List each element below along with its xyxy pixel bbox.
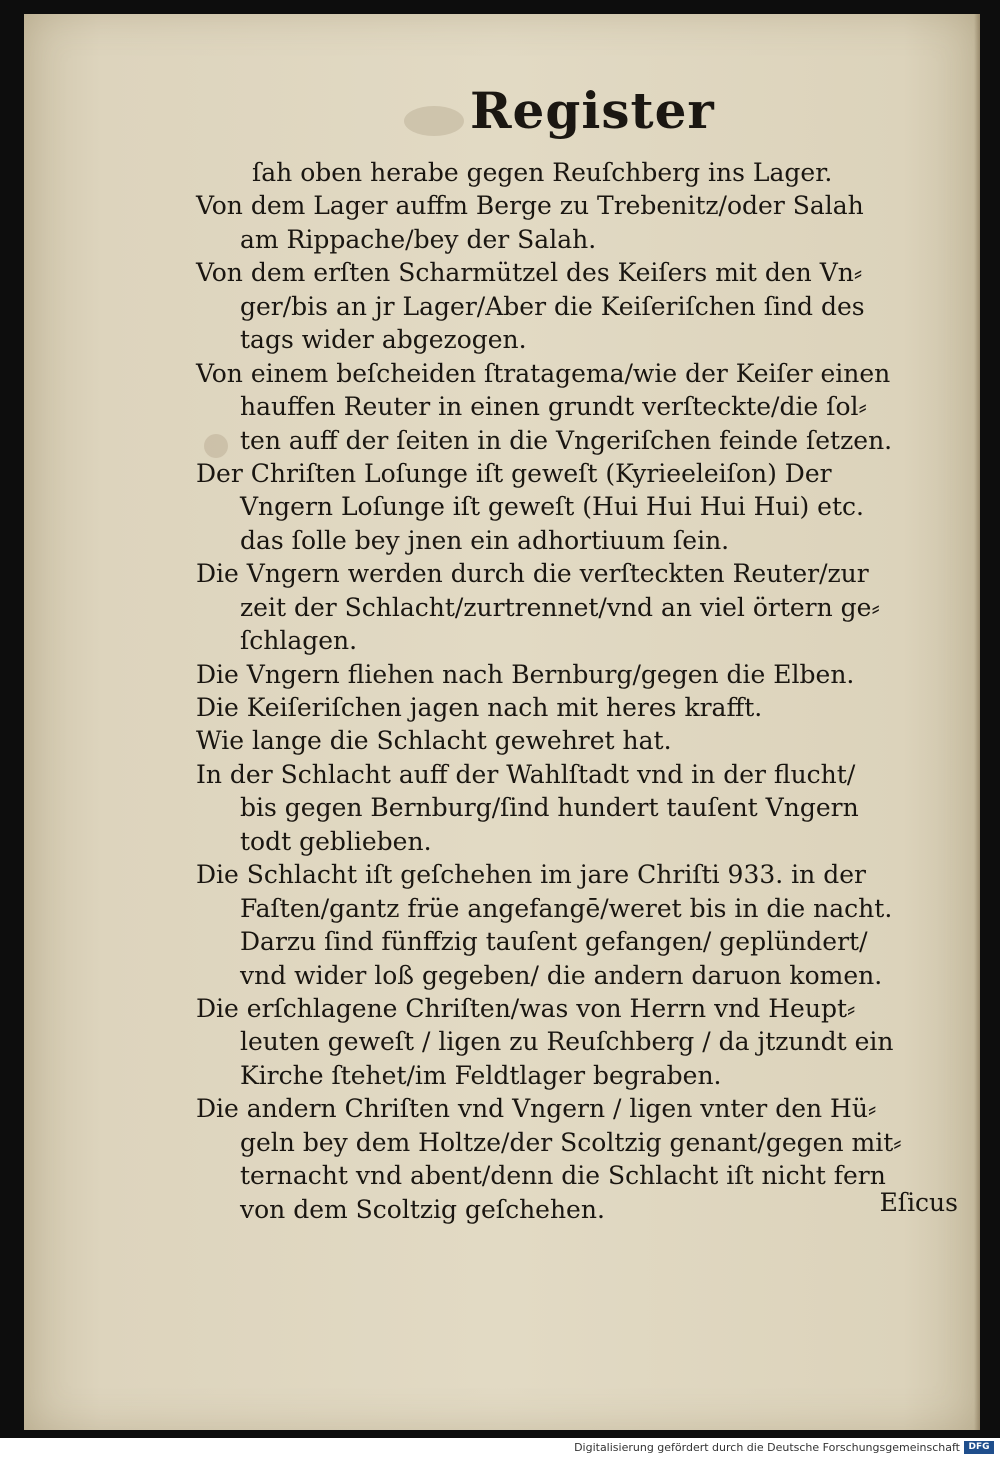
- text-line: Die erſchlagene Chriſten/was von Herrn vnd Heupt⸗: [196, 993, 856, 1023]
- text-line: Wie lange die Schlacht gewehret hat.: [196, 726, 672, 756]
- text-line: Der Chriſten Loſunge iſt geweſt (Kyrieeleiſon) Der: [196, 458, 832, 488]
- text-line: Vngern Loſunge iſt geweſt (Hui Hui Hui Hui) etc.: [240, 492, 864, 522]
- page-stain: [404, 106, 464, 136]
- text-line: Kirche ſtehet/im Feldtlager begraben.: [240, 1060, 722, 1090]
- text-line: Die Vngern fliehen nach Bernburg/gegen die Elben.: [196, 659, 855, 689]
- register-text: [196, 156, 916, 1226]
- text-line: am Rippache/bey der Salah.: [240, 224, 597, 254]
- text-line: von dem Scoltzig geſchehen.: [240, 1194, 605, 1224]
- text-line: Von dem erſten Scharmützel des Keiſers mit den Vn⸗: [196, 258, 863, 288]
- text-line: ſah oben herabe gegen Reuſchberg ins Lager.: [252, 158, 833, 187]
- text-line: Die Vngern werden durch die verſteckten Reuter/zur: [196, 559, 869, 589]
- text-line: todt geblieben.: [240, 826, 432, 856]
- text-line: In der Schlacht auff der Wahlſtadt vnd in der flucht/: [196, 759, 856, 789]
- text-line: Von einem beſcheiden ſtratagema/wie der Keiſer einen: [196, 358, 891, 388]
- text-line: Darzu ſind fünffzig tauſent gefangen/ geplündert/: [240, 927, 868, 957]
- text-line: leuten geweſt / ligen zu Reuſchberg / da jtzundt ein: [240, 1027, 894, 1057]
- text-line: geln bey dem Holtze/der Scoltzig genant/gegen mit⸗: [240, 1127, 902, 1157]
- footer-bar: [0, 1438, 1000, 1458]
- page-edge-shadow: [974, 14, 980, 1430]
- text-line: ger/bis an jr Lager/Aber die Keiſeriſchen ſind des: [240, 291, 865, 321]
- page-heading: Register: [470, 81, 715, 140]
- text-line: bis gegen Bernburg/ſind hundert tauſent Vngern: [240, 793, 859, 823]
- text-line: hauffen Reuter in einen grundt verſteckte/die ſol⸗: [240, 392, 867, 422]
- text-line: tags wider abgezogen.: [240, 325, 527, 355]
- text-line: zeit der Schlacht/zurtrennet/vnd an viel örtern ge⸗: [240, 592, 880, 622]
- text-line: Die Keiſeriſchen jagen nach mit heres krafft.: [196, 693, 763, 722]
- text-line: Die andern Chriſten vnd Vngern / ligen vnter den Hü⸗: [196, 1094, 877, 1124]
- catchword: Eſicus: [879, 1188, 958, 1217]
- text-line: das ſolle bey jnen ein adhortiuum ſein.: [240, 525, 730, 555]
- text-line: ſchlagen.: [240, 626, 358, 656]
- text-line: Von dem Lager auffm Berge zu Trebenitz/oder Salah: [196, 191, 864, 221]
- dfg-logo: DFG: [964, 1441, 994, 1454]
- text-line: Faſten/gantz früe angefangē/weret bis in die nacht.: [240, 893, 893, 923]
- text-line: ternacht vnd abent/denn die Schlacht iſt nicht fern: [240, 1161, 886, 1191]
- footer-credit: Digitalisierung gefördert durch die Deutsche Forschungsgemeinschaft: [574, 1441, 960, 1454]
- text-line: vnd wider loß gegeben/ die andern daruon komen.: [240, 960, 883, 990]
- text-line: Die Schlacht iſt geſchehen im jare Chriſti 933. in der: [196, 860, 866, 890]
- text-line: ten auff der ſeiten in die Vngeriſchen feinde ſetzen.: [240, 425, 893, 455]
